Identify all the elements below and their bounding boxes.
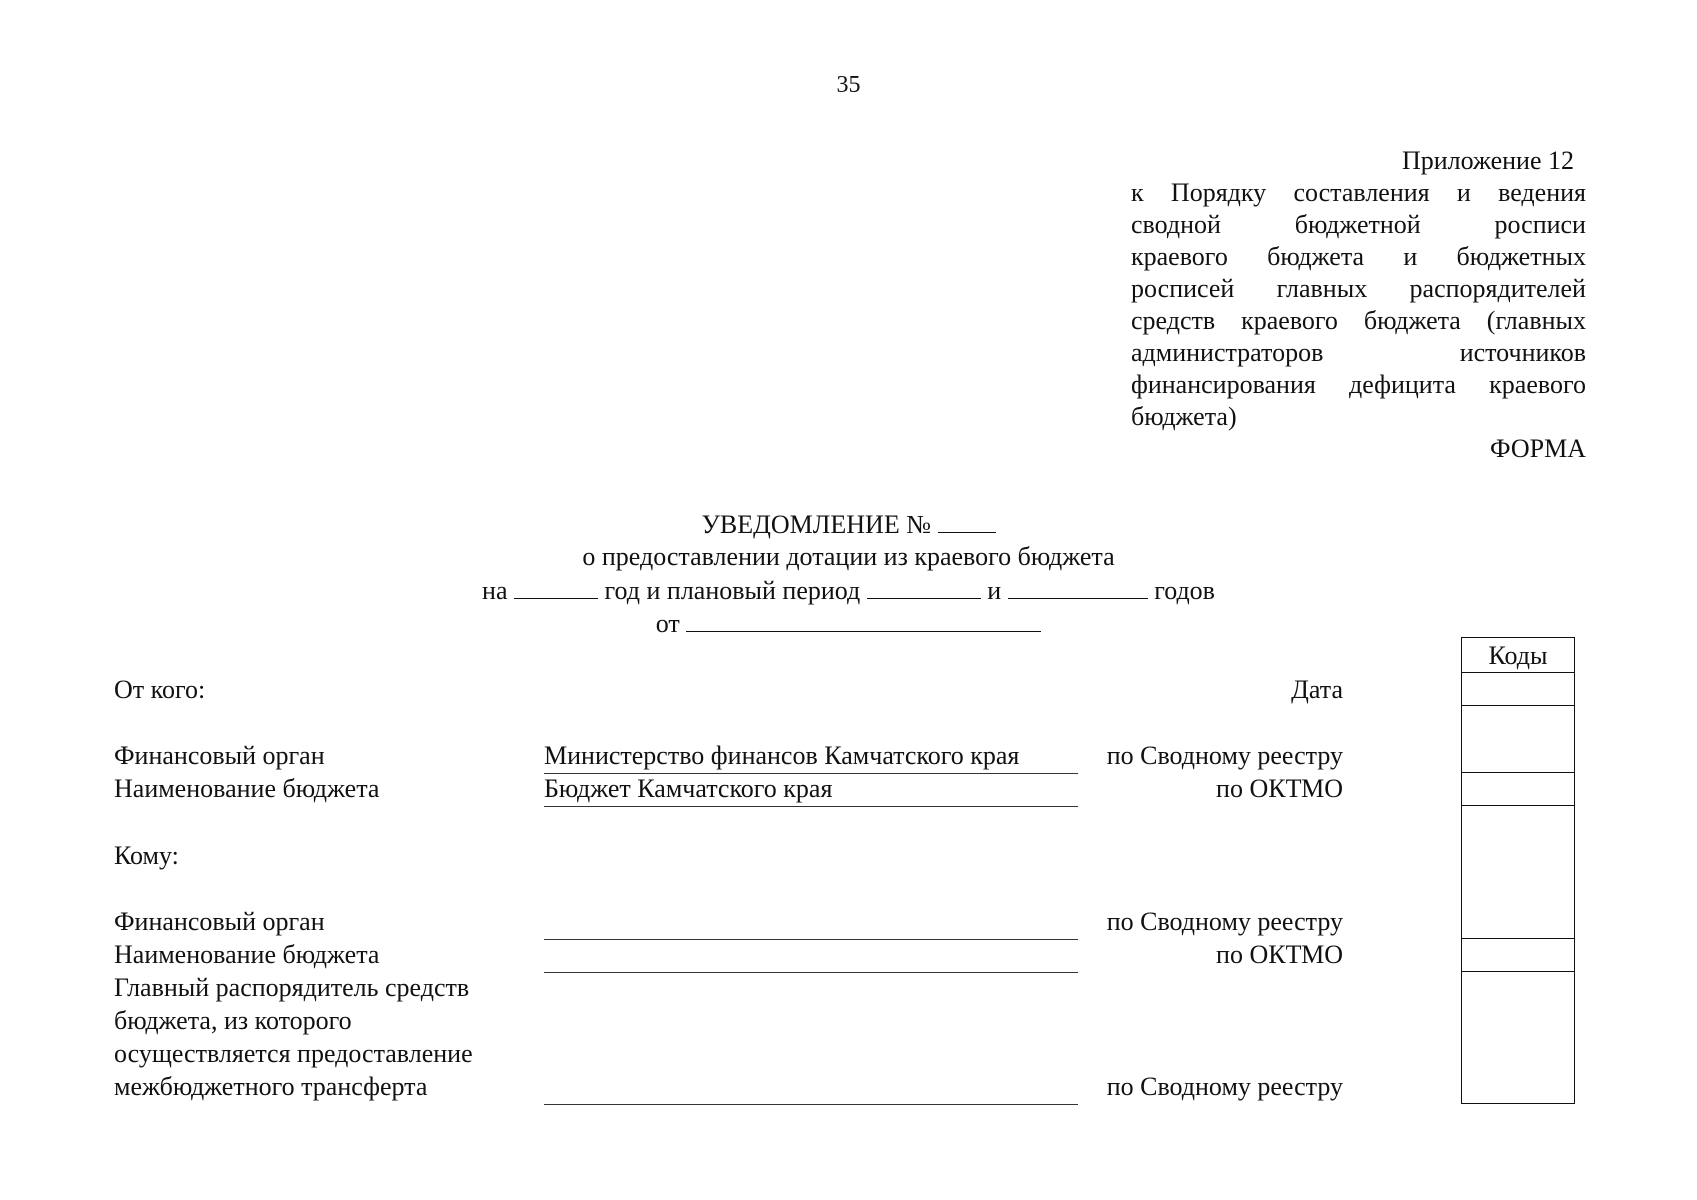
codes-divider [1461, 805, 1575, 806]
annex-word: администраторов [1131, 338, 1324, 367]
annex-word: составления [1293, 178, 1430, 207]
main-admin-label-3: осуществляется предоставление [114, 1039, 473, 1068]
notice-date-line [0, 607, 1697, 640]
to-fin-organ-label: Финансовый орган [114, 907, 325, 936]
codes-divider [1461, 705, 1575, 706]
from-oktmo-label: по ОКТМО [1216, 774, 1343, 803]
plan-year-2-blank[interactable] [1008, 574, 1148, 599]
codes-divider [1461, 772, 1575, 773]
from-label: От кого: [114, 675, 206, 704]
period-suffix: годов [1154, 576, 1215, 605]
annex-word: краевого [1131, 242, 1228, 271]
annex-word: краевого [1489, 370, 1586, 399]
to-oktmo-label: по ОКТМО [1216, 940, 1343, 969]
annex-word: росписи [1494, 210, 1586, 239]
annex-word: ведения [1498, 178, 1586, 207]
annex-line [1131, 305, 1586, 337]
main-admin-reg-label: по Сводному реестру [1106, 1072, 1343, 1101]
to-reg-label: по Сводному реестру [1106, 907, 1343, 936]
annex-line [1131, 337, 1586, 369]
annex-line [1131, 273, 1586, 305]
annex-word: финансирования [1131, 370, 1316, 399]
notice-period-line [0, 574, 1697, 607]
codes-table [1461, 637, 1575, 1104]
annex-line [1131, 369, 1586, 401]
main-admin-field[interactable] [544, 1104, 1078, 1105]
annex-word: источников [1459, 338, 1586, 367]
from-budget-label: Наименование бюджета [114, 774, 380, 803]
to-label: Кому: [114, 841, 179, 870]
page-number: 35 [836, 72, 861, 98]
period-text: год и плановый период [604, 576, 861, 605]
form-label: ФОРМА [1490, 434, 1586, 463]
notice-date-blank[interactable] [686, 607, 1041, 632]
to-budget-label: Наименование бюджета [114, 940, 380, 969]
date-code-label: Дата [1291, 675, 1343, 704]
codes-header: Коды [1488, 641, 1548, 670]
annex-word: средств [1131, 306, 1216, 335]
from-reg-label: по Сводному реестру [1106, 741, 1343, 770]
codes-divider [1461, 971, 1575, 972]
from-budget-value: Бюджет Камчатского края [544, 774, 833, 803]
annex-title: Приложение 12 [1401, 146, 1574, 175]
to-fin-organ-field[interactable] [544, 939, 1078, 940]
annex-line [1131, 401, 1586, 433]
date-prefix: от [655, 609, 680, 638]
annex-line [1131, 241, 1586, 273]
year-blank[interactable] [514, 574, 598, 599]
notice-title [0, 508, 1697, 541]
main-admin-label-1: Главный распорядитель средств [114, 973, 470, 1002]
annex-word: дефицита [1349, 370, 1456, 399]
annex-word: бюджета [1363, 306, 1461, 335]
main-admin-label-4: межбюджетного трансферта [114, 1072, 428, 1101]
main-admin-label-2: бюджета, из которого [114, 1006, 352, 1035]
notice-title-text: УВЕДОМЛЕНИЕ № [701, 510, 932, 539]
annex-word: (главных [1486, 306, 1586, 335]
codes-divider [1461, 672, 1575, 673]
from-budget-underline [544, 806, 1078, 807]
annex-word: распорядителей [1409, 274, 1586, 303]
annex-line [1131, 209, 1586, 241]
period-and: и [987, 576, 1002, 605]
period-prefix: на [482, 576, 508, 605]
annex-word: и [1403, 242, 1418, 271]
codes-divider [1461, 938, 1575, 939]
annex-line [1131, 177, 1586, 209]
plan-year-1-blank[interactable] [867, 574, 981, 599]
annex-word: бюджетной [1294, 210, 1421, 239]
annex-word: краевого [1241, 306, 1338, 335]
annex-word: росписей [1131, 274, 1235, 303]
annex-word: и [1456, 178, 1471, 207]
annex-word: Порядку [1170, 178, 1267, 207]
annex-word: бюджетных [1456, 242, 1586, 271]
annex-word: бюджета) [1131, 402, 1237, 431]
annex-block [1131, 145, 1586, 465]
annex-word: главных [1276, 274, 1368, 303]
notice-number-blank[interactable] [938, 508, 996, 533]
annex-text [1131, 177, 1586, 433]
to-budget-field[interactable] [544, 972, 1078, 973]
notice-subtitle: о предоставлении дотации из краевого бюджета [582, 542, 1115, 571]
from-fin-organ-value: Министерство финансов Камчатского края [544, 741, 1020, 770]
from-fin-organ-label: Финансовый орган [114, 741, 325, 770]
annex-word: к [1131, 178, 1144, 207]
annex-word: бюджета [1267, 242, 1365, 271]
notice-title-block [0, 508, 1697, 640]
annex-word: сводной [1131, 210, 1221, 239]
